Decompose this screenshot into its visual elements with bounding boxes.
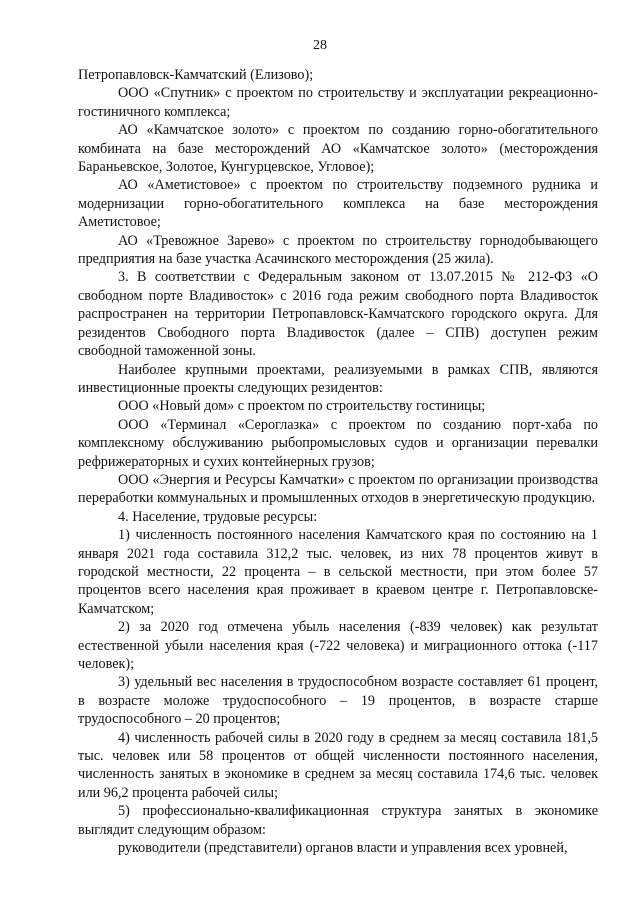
paragraph: АО «Тревожное Зарево» с проектом по строительству горнодобывающего предприятия на базе участка Асачинского месторождения (25 жила). xyxy=(78,232,598,268)
paragraph: ООО «Новый дом» с проектом по строительству гостиницы; xyxy=(118,398,486,415)
paragraph: ООО «Энергия и Ресурсы Камчатки» с проектом по организации производства переработки коммунальных и промышленных отходов в энергетическую продукцию. xyxy=(78,471,598,507)
paragraph: 3) удельный вес населения в трудоспособном возрасте составляет 61 процент, в возрасте моложе трудоспособного – 19 процентов, в возрасте старше трудоспособного – 20 процентов; xyxy=(78,674,598,728)
paragraph: ООО «Терминал «Сероглазка» с проектом по созданию порт-хаба по комплексному обслуживанию рыбопромысловых судов и организации перевалки рефрижераторных и сухих контейнерных грузов; xyxy=(78,416,598,470)
paragraph: Наиболее крупными проектами, реализуемыми в рамках СПВ, являются инвестиционные проекты следующих резидентов: xyxy=(78,361,598,396)
paragraph: АО «Камчатское золото» с проектом по созданию горно-обогатительного комбината на базе месторождений АО «Камчатское золото» (месторождения Бараньевское, Золотое, Кунгурцевское, Угловое); xyxy=(78,122,598,176)
paragraph: ООО «Спутник» с проектом по строительству и эксплуатации рекреационно-гостиничного комплекса; xyxy=(78,85,598,120)
paragraph: АО «Аметистовое» с проектом по строительству подземного рудника и модернизации горно-обогатительного комплекса на базе месторождения Аметистовое; xyxy=(78,177,598,231)
paragraph: Петропавловск-Камчатский (Елизово); xyxy=(78,67,314,83)
paragraph: 4. Население, трудовые ресурсы: xyxy=(118,508,318,525)
paragraph: 4) численность рабочей силы в 2020 году в среднем за месяц составила 181,5 тыс. человек или 58 процентов от общей численности постоянного населения, численность занятых в экономике в среднем за месяц составила 174,6 тыс. человек или 96,2 процента рабочей силы; xyxy=(78,729,598,801)
paragraph: 5) профессионально-квалификационная структура занятых в экономике выглядит следующим образом: xyxy=(78,803,598,838)
paragraph: 2) за 2020 год отмечена убыль населения (-839 человек) как результат естественной убыли населения края (-722 человека) и миграционного оттока (-117 человек); xyxy=(78,619,598,672)
paragraph: руководители (представители) органов власти и управления всех уровней, xyxy=(118,840,568,857)
paragraph: 1) численность постоянного населения Камчатского края по состоянию на 1 января 2021 года составила 312,2 тыс. человек, из них 78 процентов живут в городской местности, 22 процента – в сельской местности, при этом более 57 процентов всего населения края проживает в краевом центре г. Петропавловске-Камчатском; xyxy=(78,527,598,617)
document-body xyxy=(78,66,598,857)
paragraph: 3. В соответствии с Федеральным законом от 13.07.2015 № 212-ФЗ «О свободном порте Владивосток» с 2016 года режим свободного порта Владивосток распространен на территории Петропавловск-Камчатского городского округа. Для резидентов Свободного порта Владивосток (далее – СПВ) доступен режим свободной таможенной зоны. xyxy=(78,269,598,360)
page-number: 28 xyxy=(313,38,327,53)
